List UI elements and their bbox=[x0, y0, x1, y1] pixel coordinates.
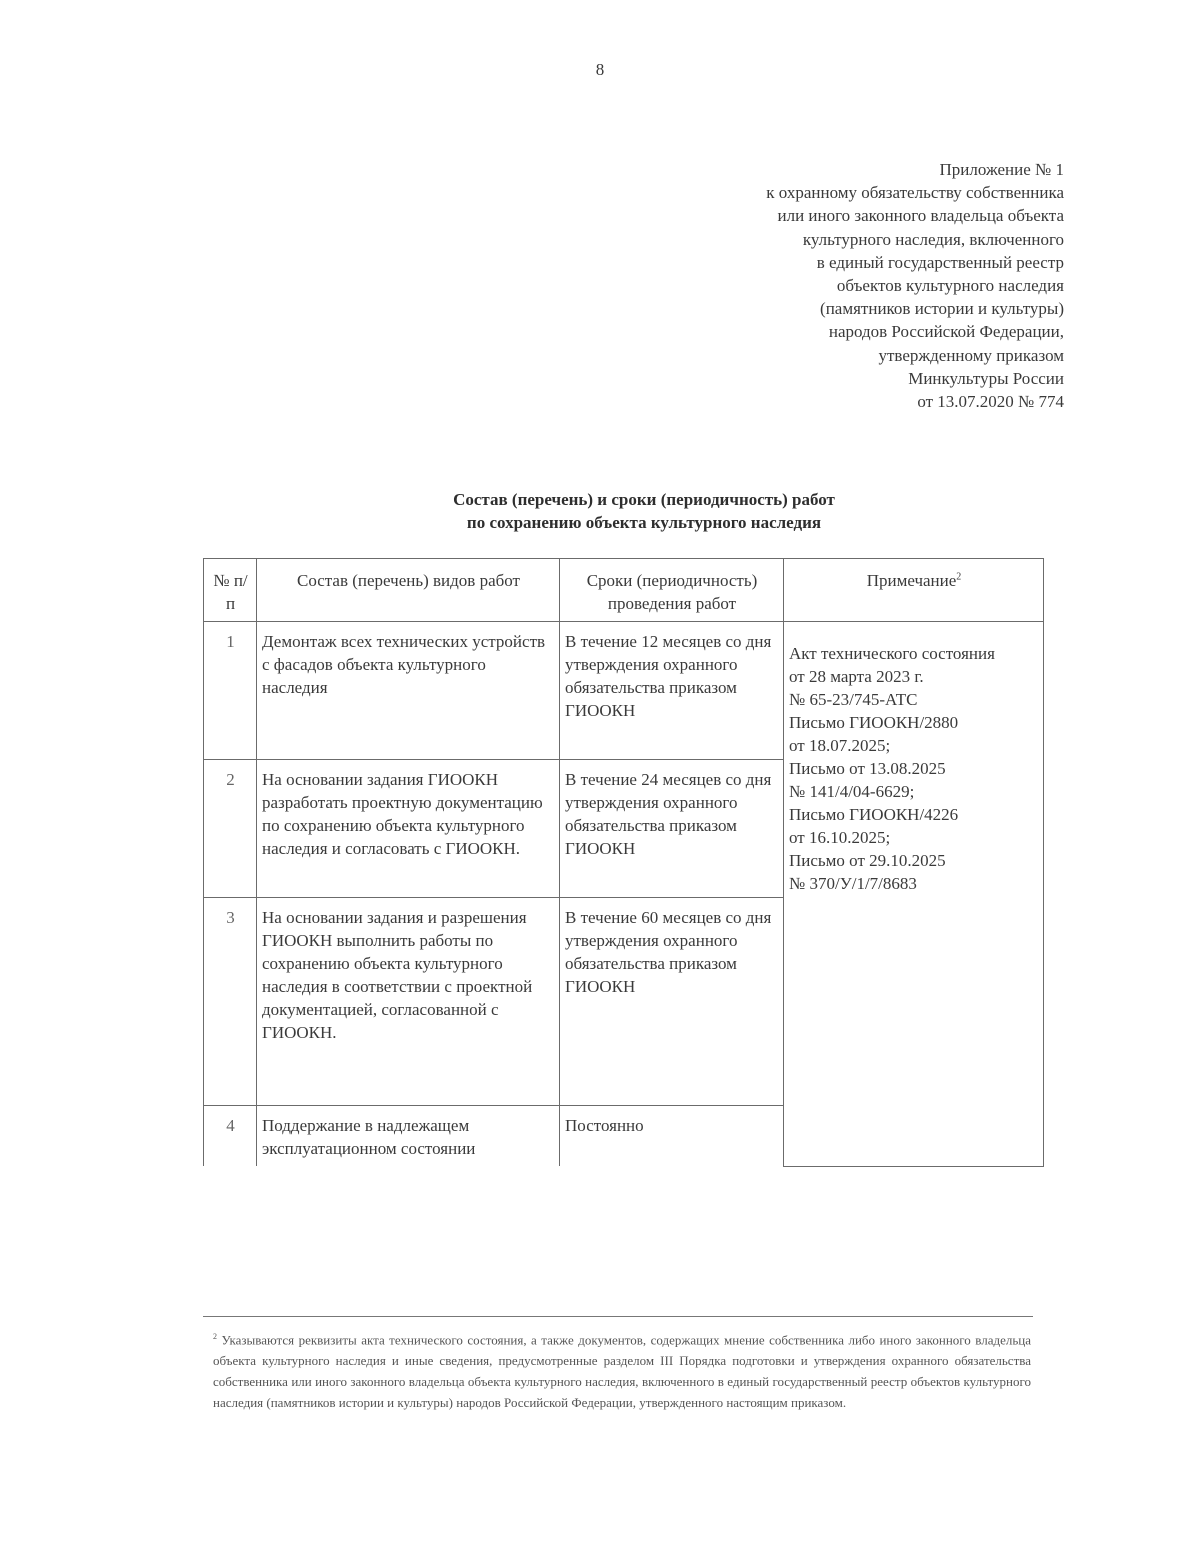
document-title bbox=[0, 488, 1200, 534]
row-num: 4 bbox=[204, 1106, 257, 1167]
header-terms: Сроки (периодичность) проведения работ bbox=[560, 559, 784, 622]
footnote bbox=[213, 1326, 1031, 1413]
note-line: Письмо от 29.10.2025 bbox=[789, 851, 946, 870]
footnote-text: Указываются реквизиты акта технического состояния, а также документов, содержащих мнение собственника либо иного законного владельца объекта культурного наследия и иные сведения, предусмотренные разделом III Порядка подготовки и утверждения охранного обязательства собственника или иного законного владельца объекта культурного наследия, включенного в единый государственный реестр объектов культурного наследия (памятников истории и культуры) народов Российской Федерации, утвержденного настоящим приказом. bbox=[213, 1332, 1031, 1411]
appendix-line: от 13.07.2020 № 774 bbox=[917, 392, 1064, 412]
appendix-header bbox=[644, 158, 1064, 413]
note-line: Письмо ГИООКН/4226 bbox=[789, 805, 959, 824]
note-line: № 141/4/04-6629; bbox=[789, 782, 915, 801]
appendix-line: или иного законного владельца объекта bbox=[777, 206, 1064, 226]
appendix-line: Приложение № 1 bbox=[939, 160, 1064, 179]
header-note-label: Примечание bbox=[866, 571, 957, 590]
note-line: от 16.10.2025; bbox=[789, 828, 891, 847]
note-line: Письмо ГИООКН/2880 bbox=[789, 713, 959, 732]
title-line-1: Состав (перечень) и сроки (периодичность) работ bbox=[453, 490, 835, 509]
row-num: 3 bbox=[204, 898, 257, 1106]
row-works: На основании задания и разрешения ГИООКН выполнить работы по сохранению объекта культурного наследия в соответствии с проектной документацией, согласованной с ГИООКН. bbox=[257, 898, 560, 1106]
appendix-line: (памятников истории и культуры) bbox=[820, 299, 1064, 319]
page-number: 8 bbox=[595, 60, 605, 79]
note-line: от 18.07.2025; bbox=[789, 736, 891, 755]
row-terms: В течение 60 месяцев со дня утверждения охранного обязательства приказом ГИООКН bbox=[560, 898, 784, 1106]
row-works: Поддержание в надлежащем эксплуатационном состоянии bbox=[257, 1106, 560, 1167]
appendix-line: народов Российской Федерации, bbox=[828, 322, 1064, 342]
row-works: Демонтаж всех технических устройств с фасадов объекта культурного наследия bbox=[257, 622, 560, 760]
row-works: На основании задания ГИООКН разработать проектную документацию по сохранению объекта культурного наследия и согласовать с ГИООКН. bbox=[257, 760, 560, 898]
row-num: 2 bbox=[204, 760, 257, 898]
table-row bbox=[204, 622, 1044, 760]
footnote-divider bbox=[203, 1316, 1033, 1317]
row-terms: Постоянно bbox=[560, 1106, 784, 1167]
appendix-line: в единый государственный реестр bbox=[816, 252, 1064, 272]
footnote-mark: 2 bbox=[213, 1332, 217, 1341]
note-line: № 370/У/1/7/8683 bbox=[789, 874, 917, 893]
note-line: № 65-23/745-АТС bbox=[789, 690, 918, 709]
header-num: № п/п bbox=[204, 559, 257, 622]
header-works: Состав (перечень) видов работ bbox=[257, 559, 560, 622]
row-terms: В течение 12 месяцев со дня утверждения охранного обязательства приказом ГИООКН bbox=[560, 622, 784, 760]
appendix-line: утвержденному приказом bbox=[878, 345, 1064, 365]
note-cell bbox=[784, 622, 1044, 1167]
works-table bbox=[203, 558, 1044, 1167]
title-line-2: по сохранению объекта культурного наследия bbox=[466, 513, 822, 532]
table-header-row bbox=[204, 559, 1044, 622]
note-line: от 28 марта 2023 г. bbox=[789, 667, 924, 686]
appendix-line: культурного наследия, включенного bbox=[802, 229, 1064, 249]
row-num: 1 bbox=[204, 622, 257, 760]
header-note bbox=[784, 559, 1044, 622]
note-line: Письмо от 13.08.2025 bbox=[789, 759, 946, 778]
appendix-line: Минкультуры России bbox=[908, 368, 1064, 388]
appendix-line: объектов культурного наследия bbox=[836, 276, 1064, 296]
row-terms: В течение 24 месяцев со дня утверждения охранного обязательства приказом ГИООКН bbox=[560, 760, 784, 898]
appendix-line: к охранному обязательству собственника bbox=[766, 183, 1064, 203]
note-line: Акт технического состояния bbox=[789, 644, 995, 663]
header-note-footnote-mark: 2 bbox=[956, 571, 962, 583]
